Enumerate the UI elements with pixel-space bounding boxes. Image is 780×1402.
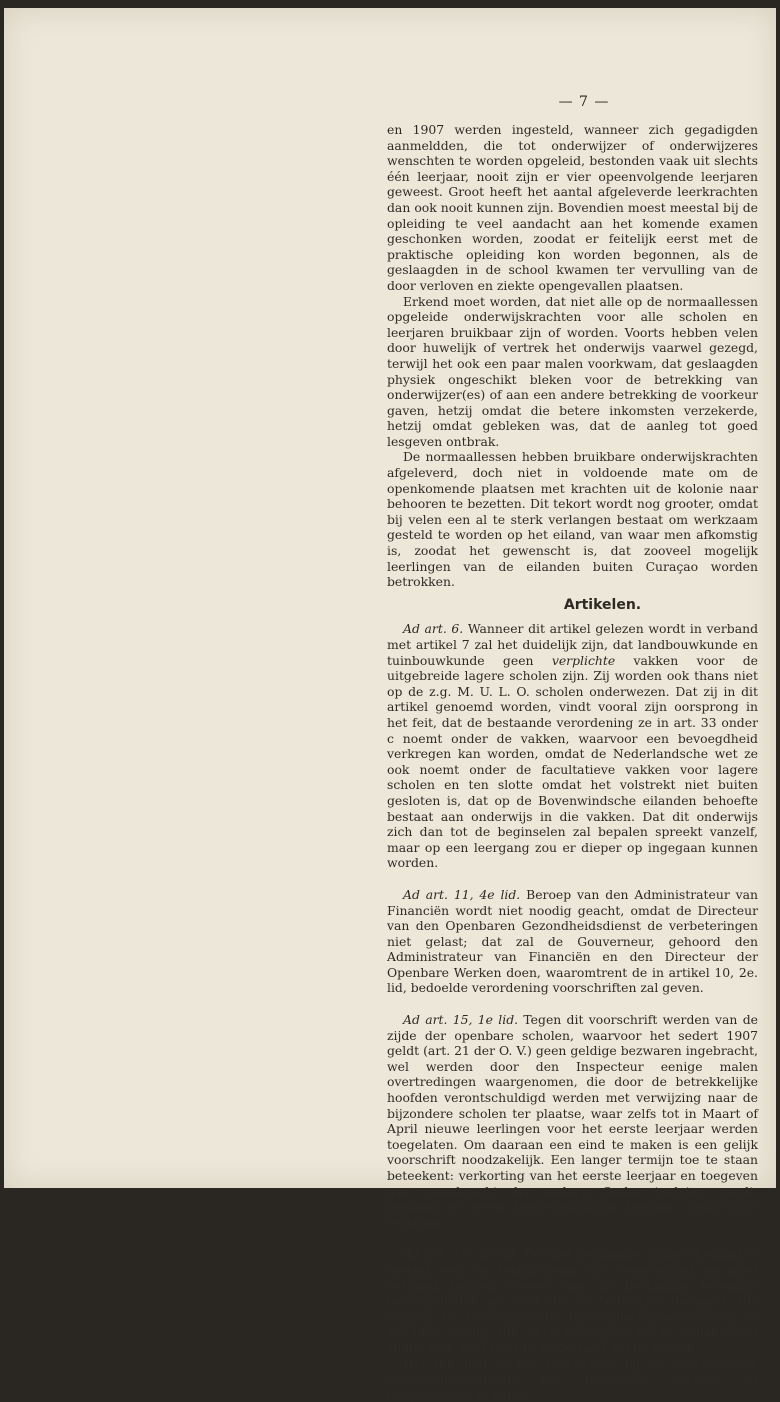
emphasized-term: verplichte	[551, 652, 616, 668]
text-column	[387, 122, 758, 1402]
paragraph: Erkend moet worden, dat niet alle op de normaallessen opgeleide onderwijskrachten voor alle scholen en leerjaren bruikbaar zijn of worden. Voorts hebben velen door huwelijk of vertrek het onderwijs vaarwel gezegd, terwijl het ook een paar malen voorkwam, dat geslaagden physiek ongeschikt bleken voor de betrekking van onderwijzer(es) of aan een andere betrekking de voorkeur gaven, hetzij omdat die betere inkomsten verzekerde, hetzij omdat gebleken was, dat de aanleg tot goed lesgeven ontbrak.	[387, 293, 758, 449]
article-reference: Ad art. 15, 1e lid.	[403, 1012, 519, 1028]
article-reference: Ad art. 17, 2e lid.	[403, 1246, 519, 1262]
article-paragraph: Ad art. 11, 4e lid. Beroep van den Administrateur van Financiën wordt niet noodig geacht, omdat de Directeur van den Openbaren Gezondheidsdienst de verbeteringen niet gelast; dat zal de Gouverneur, gehoord den Administrateur van Financiën en den Directeur der Openbare Werken doen, waaromtrent de in artikel 10, 2e. lid, bedoelde verordening voorschriften zal geven.	[387, 886, 758, 996]
article-paragraph: Ad art. 17, 2e lid. De hier gemaakte onderscheiding is noodig voor de terminologie der verordening en moet verband houden zoowel met de bestaande koloniale bevoegdheden als met die in Nederland behaald, die volgens de Nederlandsche lageronderwijswet ook in de koloniën geldig zijn en ook volgens de in behandeling zijnde wet- De Visser in Nederland geldig blijven.	[387, 1246, 758, 1355]
emphasized-term: toelaten	[653, 1183, 706, 1199]
article-reference: Ad art. 11, 4e lid.	[403, 886, 521, 902]
article-paragraph: Ad art. 15, 1e lid. Tegen dit voorschrift werden van de zijde der openbare scholen, waarvoor het sedert 1907 geldt (art. 21 der O. V.) geen geldige bezwaren ingebracht, wel werden door den Inspecteur eenige malen overtredingen waargenomen, die door de betrekkelijke hoofden verontschuldigd werden met verwijzing naar de bijzondere scholen ter plaatse, waar zelfs tot in Maart of April nieuwe leerlingen voor het eerste leerjaar werden toegelaten. Om daaraan een eind te maken is een gelijk voorschrift noodzakelijk. Een langer termijn toe te staan beteekent: verkorting van het eerste leerjaar en toegeven aan gemakzucht der ouders. Onder toelaten wordt, zoolang er geen leerverplichting bestaat, inschrijven verstaan.	[387, 1012, 759, 1230]
paragraph: Het ligt niet in het voornemen bij de voorgenomen bezoldigingsregeling het bestaande klassen- of rangenstelsel te hand-	[387, 1355, 758, 1402]
page-number: — 7 —	[558, 94, 610, 110]
emphasized-term: inschrijven	[688, 1199, 758, 1215]
paragraph: en 1907 werden ingesteld, wanneer zich gegadigden aanmeldden, die tot onderwijzer of onderwijzeres wenschten te worden opgeleid, bestonden vaak uit slechts één leerjaar, nooit zijn er vier opeenvolgende leerjaren geweest. Groot heeft het aantal afgeleverde leerkrachten dan ook nooit kunnen zijn. Bovendien moest meestal bij de opleiding te veel aandacht aan het komende examen geschonken worden, zoodat er feitelijk eerst met de praktische opleiding kon worden begonnen, als de geslaagden in de school kwamen ter vervulling van de door verloven en ziekte opengevallen plaatsen.	[387, 122, 758, 293]
paragraph: De normaallessen hebben bruikbare onderwijskrachten afgeleverd, doch niet in voldoende mate om de openkomende plaatsen met krachten uit de kolonie naar behooren te bezetten. Dit tekort wordt nog grooter, omdat bij velen een al te sterk verlangen bestaat om werkzaam gesteld te worden op het eiland, van waar men afkomstig is, zoodat het gewenscht is, dat zooveel mogelijk leerlingen van de eilanden buiten Curaçao worden betrokken.	[387, 449, 758, 590]
article-reference: Ad art. 6.	[403, 621, 464, 637]
section-heading: Artikelen.	[563, 596, 642, 613]
document-page	[4, 8, 776, 1402]
article-paragraph: Ad art. 6. Wanneer dit artikel gelezen wordt in verband met artikel 7 zal het duidelijk zijn, dat landbouwkunde en tuinbouwkunde geen verplichte vakken voor de uitgebreide lagere scholen zijn. Zij worden ook thans niet op de z.g. M. U. L. O. scholen onderwezen. Dat zij in dit artikel genoemd worden, vindt vooral zijn oorsprong in het feit, dat de bestaande verordening ze in art. 33 onder c noemt onder de vakken, waarvoor een bevoegdheid verkregen kan worden, omdat de Nederlandsche wet ze ook noemt onder de facultatieve vakken voor lagere scholen en ten slotte omdat het volstrekt niet buiten gesloten is, dat op de Bovenwindsche eilanden behoefte bestaat aan onderwijs in die vakken. Dat dit onderwijs zich dan tot de beginselen zal bepalen spreekt vanzelf, maar op een leergang zou er dieper op ingegaan kunnen worden.	[387, 621, 759, 871]
